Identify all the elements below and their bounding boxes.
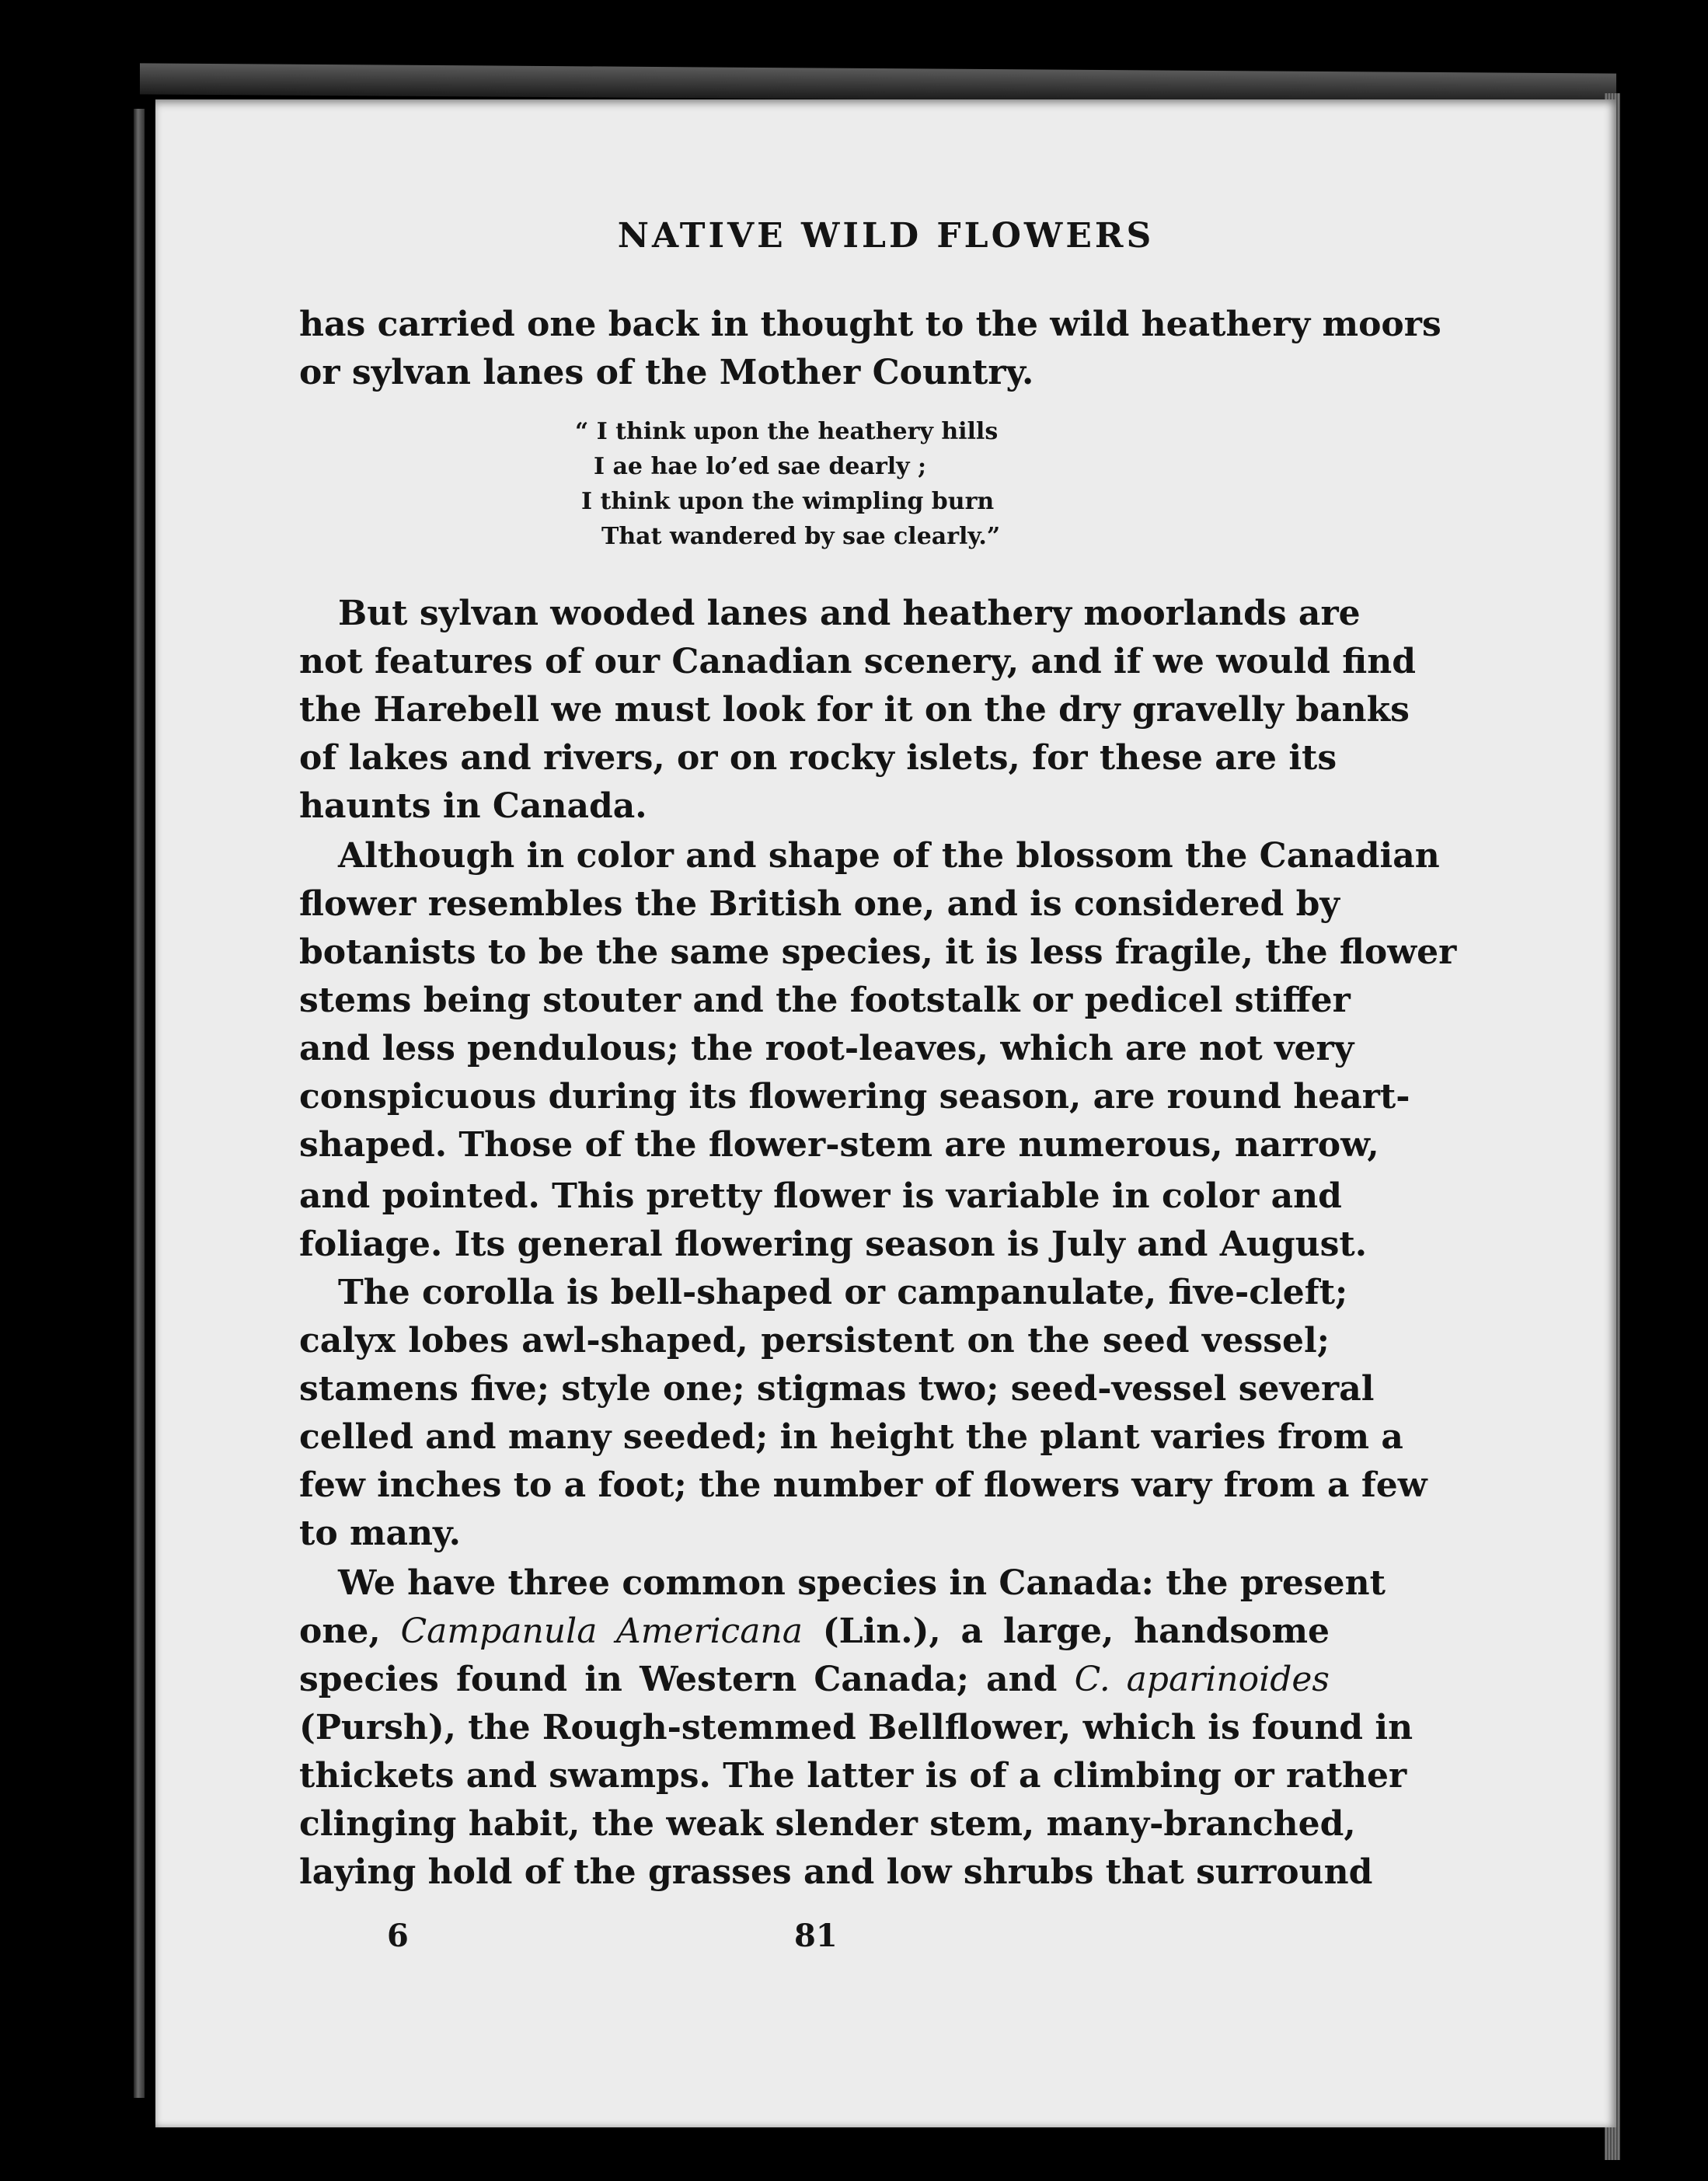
- signature-mark: 6: [387, 1918, 409, 1954]
- text-run: species found in Western Canada; and: [299, 1660, 1075, 1699]
- body-line: haunts in Canada.: [299, 786, 647, 826]
- body-line: of lakes and rivers, or on rocky islets, for these are its: [299, 738, 1337, 778]
- text-run: one,: [299, 1611, 401, 1651]
- italic-species-name: C. aparinoides: [1074, 1660, 1330, 1699]
- body-line: to many.: [299, 1514, 461, 1553]
- body-line: stamens five; style one; stigmas two; seed-vessel several: [299, 1369, 1375, 1409]
- body-line: We have three common species in Canada: the present: [338, 1563, 1386, 1603]
- running-title: NATIVE WILD FLOWERS: [617, 216, 1155, 256]
- body-line: or sylvan lanes of the Mother Country.: [299, 353, 1034, 392]
- body-line: conspicuous during its flowering season, are round heart-: [299, 1077, 1410, 1117]
- poem-line: I ae hae lo’ed sae dearly ;: [594, 453, 927, 480]
- body-line: stems being stouter and the footstalk or pedicel stiffer: [299, 981, 1351, 1020]
- body-line: (Pursh), the Rough-stemmed Bellflower, which is found in: [299, 1708, 1413, 1747]
- book-top-edge: [140, 63, 1616, 104]
- body-line: and pointed. This pretty flower is variable in color and: [299, 1176, 1342, 1216]
- body-line: not features of our Canadian scenery, and if we would find: [299, 642, 1416, 681]
- body-line: Although in color and shape of the blossom the Canadian: [338, 836, 1440, 876]
- body-line: shaped. Those of the flower-stem are numerous, narrow,: [299, 1125, 1379, 1165]
- body-line: calyx lobes awl-shaped, persistent on the seed vessel;: [299, 1321, 1330, 1361]
- book-spine-edge: [134, 109, 145, 2098]
- body-line: [299, 1608, 1330, 1655]
- page-number: 81: [794, 1918, 838, 1954]
- body-line: foliage. Its general flowering season is July and August.: [299, 1225, 1368, 1264]
- poem-line: I think upon the wimpling burn: [581, 488, 995, 515]
- body-line: laying hold of the grasses and low shrubs that surround: [299, 1852, 1373, 1892]
- body-line: has carried one back in thought to the wild heathery moors: [299, 305, 1441, 344]
- poem-line: “ I think upon the heathery hills: [575, 418, 999, 445]
- italic-species-name: Campanula Americana: [400, 1611, 803, 1651]
- body-line: thickets and swamps. The latter is of a climbing or rather: [299, 1756, 1407, 1796]
- body-line: botanists to be the same species, it is less fragile, the flower: [299, 932, 1457, 972]
- body-line: But sylvan wooded lanes and heathery moorlands are: [338, 594, 1361, 633]
- body-line: and less pendulous; the root-leaves, which are not very: [299, 1029, 1354, 1068]
- body-line: flower resembles the British one, and is considered by: [299, 884, 1340, 924]
- body-line: celled and many seeded; in height the plant varies from a: [299, 1417, 1403, 1457]
- text-run: (Lin.), a large, handsome: [803, 1611, 1330, 1651]
- body-line: the Harebell we must look for it on the dry gravelly banks: [299, 690, 1410, 730]
- body-line: [299, 1657, 1330, 1703]
- body-line: few inches to a foot; the number of flowers vary from a few: [299, 1465, 1427, 1505]
- poem-line: That wandered by sae clearly.”: [601, 523, 1001, 550]
- book-page: [155, 99, 1616, 2127]
- body-line: clinging habit, the weak slender stem, many-branched,: [299, 1804, 1356, 1844]
- body-line: The corolla is bell-shaped or campanulate, five-cleft;: [338, 1273, 1348, 1312]
